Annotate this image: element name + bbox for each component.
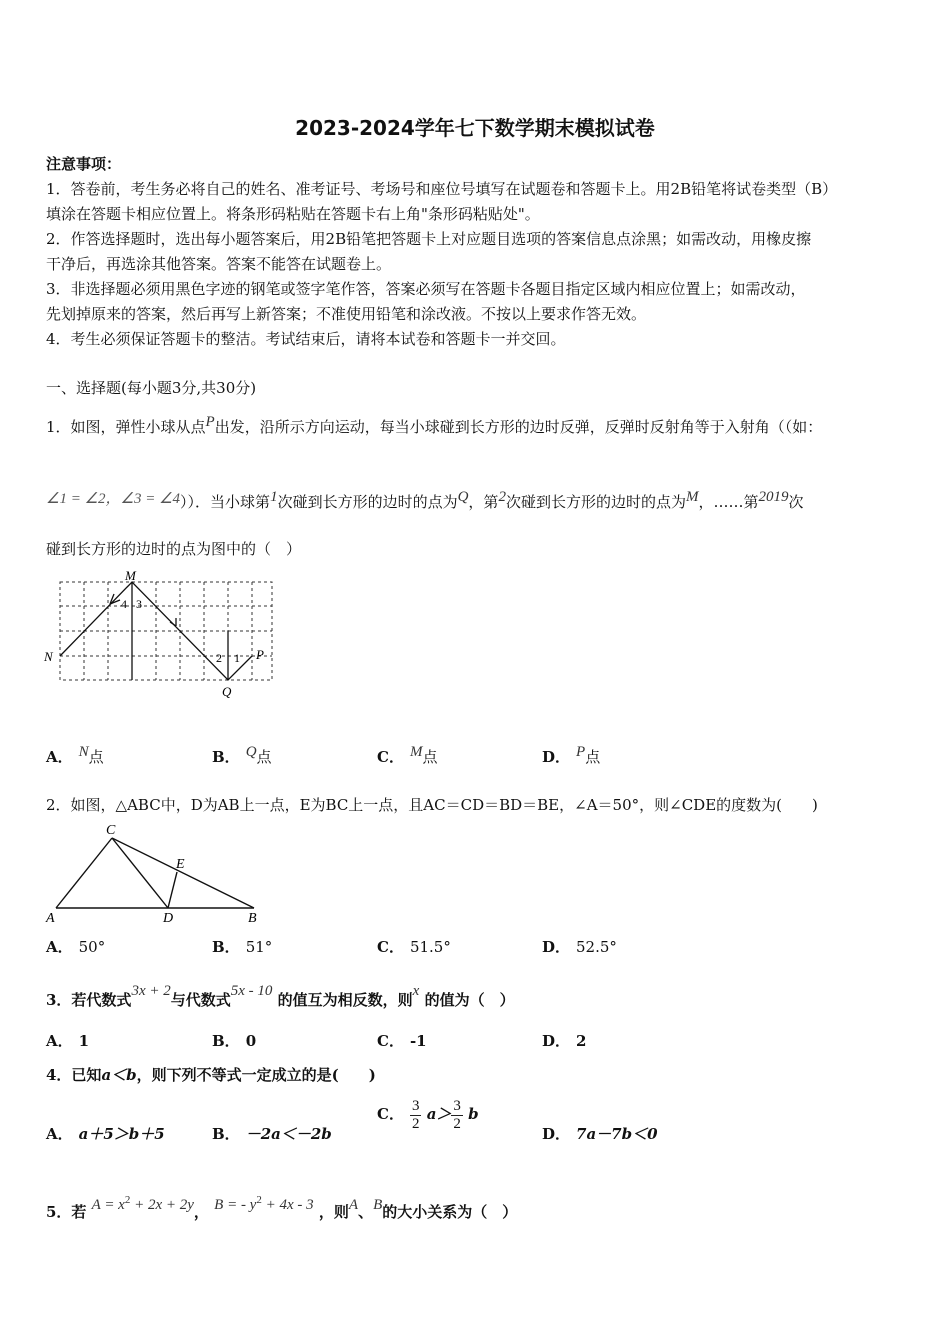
notice-line: 干净后，再选涂其他答案。答案不能答在试题卷上。: [46, 255, 392, 273]
q4-stem: 4．已知a＜b，则下列不等式一定成立的是( ): [46, 1066, 376, 1084]
q2-option-b[interactable]: B． 51°: [212, 938, 273, 956]
q1-angle-3: 3: [136, 597, 142, 611]
q3-option-d[interactable]: D． 2: [542, 1032, 587, 1050]
page-title: 2023-2024学年七下数学期末模拟试卷: [295, 116, 655, 140]
q5-expr-B: B = - $y^2 + 4x - 3$: [214, 1194, 314, 1213]
q2-option-d[interactable]: D． 52.5°: [542, 938, 617, 956]
q3-option-a[interactable]: A． 1: [46, 1032, 90, 1050]
q1-label-P: P: [256, 647, 264, 662]
q5-expr-A: $A = x^2 + 2x + 2y$: [91, 1194, 194, 1213]
q1-label-M: M: [125, 568, 136, 583]
q2-triangle: [56, 838, 254, 908]
q3-option-b[interactable]: B． 0: [212, 1032, 257, 1050]
q1-grid: [60, 582, 272, 680]
q1-option-a[interactable]: A． N点: [46, 744, 104, 766]
q1-figure: [40, 566, 280, 706]
q2-label-E: E: [176, 857, 185, 872]
q2-figure: [40, 818, 270, 928]
q1-label-Q: Q: [222, 684, 232, 699]
q1-option-d[interactable]: D． P点: [542, 744, 601, 766]
q1-angle-1: 1: [234, 651, 240, 665]
q1-stem-line1: 1．如图，弹性小球从点P出发，沿所示方向运动，每当小球碰到长方形的边时反弹，反弹时反射角等于入射角（（如：: [46, 414, 823, 436]
q2-label-B: B: [248, 911, 257, 926]
q5-stem: 5．若 $A = x^2 + 2x + 2y$， B = - $y^2 + 4x - 3$ ，则A、B的大小关系为（ ）: [46, 1194, 518, 1221]
notice-heading: 注意事项：: [46, 155, 122, 173]
q4-option-a[interactable]: A． a＋5＞b＋5: [46, 1125, 165, 1143]
q2-label-A: A: [46, 911, 55, 926]
fraction: $\frac{3}{2}$: [411, 1097, 420, 1132]
section-heading: 一、选择题(每小题3分,共30分): [46, 379, 257, 397]
q1-option-c[interactable]: C． M点: [377, 744, 438, 766]
q1-angle-4: 4: [121, 597, 127, 611]
notice-line: 3．非选择题必须用黑色字迹的钢笔或签字笔作答，答案必须写在答题卡各题目指定区域内相应位置上；如需改动，: [46, 280, 806, 298]
q4-option-b[interactable]: B． －2a＜－2b: [212, 1125, 332, 1143]
q2-option-a[interactable]: A． 50°: [46, 938, 106, 956]
fraction: $\frac{3}{2}$: [453, 1097, 461, 1132]
q1-label-N: N: [44, 649, 53, 664]
notice-line: 先划掉原来的答案，然后再写上新答案；不准使用铅笔和涂改液。不按以上要求作答无效。: [46, 305, 647, 323]
q2-stem: 2．如图，△ABC中，D为AB上一点，E为BC上一点，且AC＝CD＝BD＝BE，∠A＝50°，则∠CDE的度数为( ): [46, 796, 818, 814]
q1-stem-line2: ∠1 = ∠2，∠3 = ∠4））．当小球第1次碰到长方形的边时的点为Q，第2次碰到长方形的边时的点为M，……第2019次: [46, 489, 804, 511]
q2-label-C: C: [106, 823, 116, 838]
notice-line: 1．答卷前，考生务必将自己的姓名、准考证号、考场号和座位号填写在试题卷和答题卡上。用2B铅笔将试卷类型（B）: [46, 180, 838, 198]
q3-option-c[interactable]: C． -1: [377, 1032, 427, 1050]
notice-line: 填涂在答题卡相应位置上。将条形码粘贴在答题卡右上角"条形码粘贴处"。: [46, 205, 540, 223]
q4-option-d[interactable]: D． 7a－7b＜0: [542, 1125, 658, 1143]
q4-option-c[interactable]: C． $\frac{3}{2}$ a＞ $\frac{3}{2}$ b: [377, 1097, 479, 1132]
notice-line: 4．考生必须保证答题卡的整洁。考试结束后，请将本试卷和答题卡一并交回。: [46, 330, 566, 348]
q1-option-b[interactable]: B． Q点: [212, 744, 272, 766]
notice-line: 2．作答选择题时，选出每小题答案后，用2B铅笔把答题卡上对应题目选项的答案信息点涂黑；如需改动，用橡皮擦: [46, 230, 812, 248]
q1-angle-2: 2: [216, 651, 222, 665]
q2-option-c[interactable]: C． 51.5°: [377, 938, 451, 956]
q1-stem-line3: 碰到长方形的边时的点为图中的（ ）: [46, 540, 302, 558]
q2-label-D: D: [163, 911, 174, 926]
q3-stem: 3．若代数式3x + 2与代数式5x - 10 的值互为相反数，则x 的值为（ ）: [46, 983, 515, 1009]
